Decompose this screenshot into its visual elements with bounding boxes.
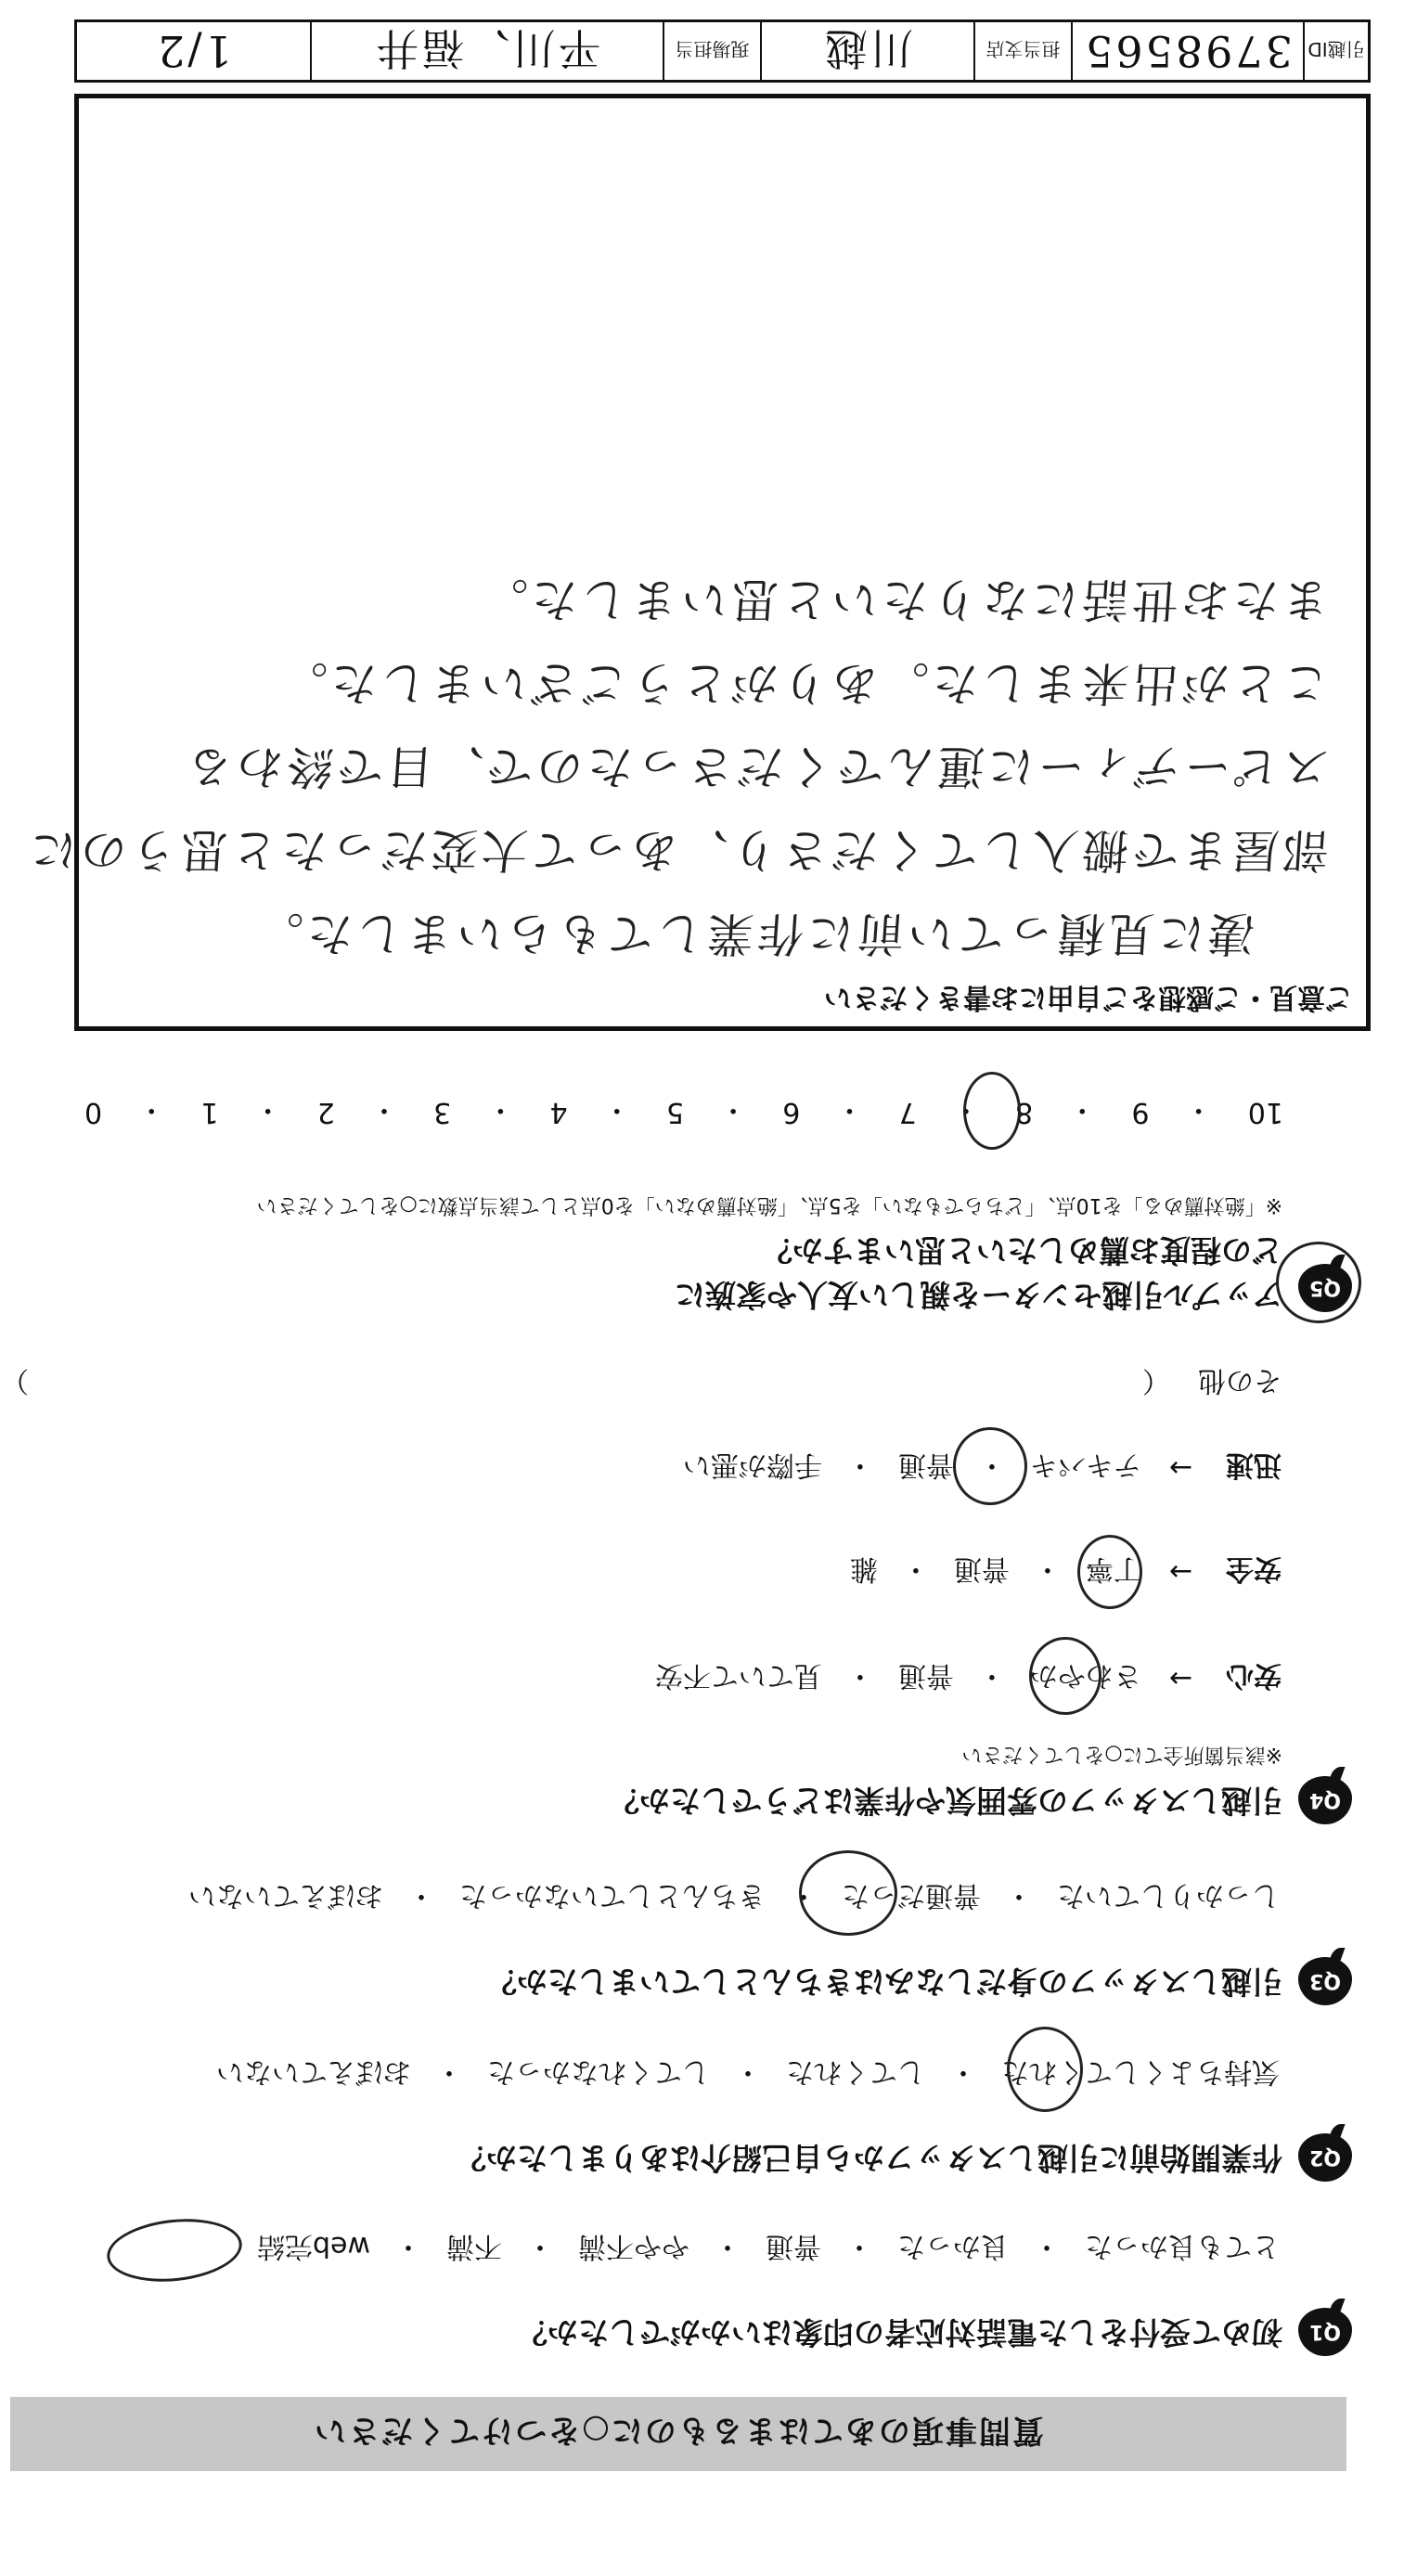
- q4-badge: Q4: [1298, 1776, 1352, 1824]
- q5-scale: 10 ・ 9 ・ 8 ・ 7 ・ 6 ・ 5 ・ 4 ・ 3 ・ 2 ・ 1 ・ 0: [81, 1092, 1287, 1133]
- q4-option-selected[interactable]: さわやか: [1029, 1659, 1141, 1692]
- scale-option[interactable]: 0: [84, 1096, 103, 1129]
- q5-note: ※「絶対薦める」を10点、「どちらでもない」を5点、「絶対薦めない」を0点として該当点数に○をしてください: [256, 1193, 1282, 1217]
- q4-row-anshin: 安心 → さわやか ・ 普通 ・ 見ていて不安: [651, 1658, 1282, 1699]
- q3-option[interactable]: きちんとしていなかった: [459, 1879, 766, 1912]
- comment-line: 凄に見積ってい前に作業してもらいました。: [251, 907, 1257, 960]
- q5-text-line1: アップル引越センターを親しい友人や家族に: [674, 1277, 1282, 1313]
- q4-option[interactable]: 普通: [897, 1449, 954, 1481]
- q4-option-selected[interactable]: テキパキ: [1029, 1449, 1141, 1481]
- arrow-icon: →: [1168, 1451, 1192, 1485]
- q1-options: とても良かった ・ 良かった ・ 普通 ・ やや不満 ・ 不満 ・ web完結: [253, 2229, 1283, 2270]
- id-value: 3798565: [1071, 22, 1303, 80]
- info-table: [74, 19, 1371, 83]
- scale-option[interactable]: 9: [1131, 1096, 1150, 1129]
- q4-note: ※該当箇所全てに○をしてください: [961, 1743, 1282, 1766]
- q5-text-line2: どの程度お薦めしたいと思いますか？: [762, 1232, 1282, 1269]
- q1-option[interactable]: とても良かった: [1085, 2230, 1280, 2262]
- q2-badge: Q2: [1298, 2133, 1352, 2182]
- arrow-icon: →: [1168, 1662, 1192, 1695]
- q1-option-selected[interactable]: web完結: [256, 2230, 370, 2262]
- q3-options: しっかりしていた ・ 普通だった ・ きちんとしていなかった ・ おぼえていない: [185, 1878, 1283, 1919]
- comment-line: スピーディーに運んでくださったので、目で終わる: [181, 740, 1332, 793]
- q3-option-selected[interactable]: 普通だった: [842, 1879, 981, 1912]
- leader-label: 現場担当: [663, 22, 760, 80]
- scale-option[interactable]: 10: [1247, 1096, 1283, 1129]
- q4-row-jinsoku: 迅速 → テキパキ ・ 普通 ・ 手際が悪い: [679, 1448, 1282, 1488]
- comment-heading: ご意見・ご感想をご自由にお書きください: [824, 981, 1353, 1013]
- q1-selection-circle: [104, 2213, 245, 2288]
- q2-text: 作業開始前に引越しスタッフから自己紹介はありましたか？: [456, 2140, 1282, 2176]
- q1-option[interactable]: やや不満: [578, 2230, 689, 2262]
- q4-other-label: その他: [1198, 1364, 1282, 1397]
- scale-option[interactable]: 5: [665, 1096, 685, 1129]
- comment-box[interactable]: [24, 94, 1371, 1031]
- q3-option[interactable]: しっかりしていた: [1057, 1879, 1280, 1912]
- q4-other-row: その他 （ ）: [1, 1363, 1282, 1404]
- scale-option[interactable]: 1: [200, 1096, 219, 1129]
- q4-option[interactable]: 見ていて不安: [654, 1659, 822, 1692]
- q1-option[interactable]: 良かった: [897, 2230, 1009, 2262]
- q3-badge: Q3: [1298, 1957, 1352, 2005]
- q4-row-label: 安心: [1226, 1659, 1282, 1692]
- q3-option[interactable]: おぼえていない: [188, 1879, 383, 1912]
- q2-option[interactable]: おぼえていない: [216, 2055, 411, 2088]
- q2-options: 気持ちよくしてくれた ・ してくれた ・ してくれなかった ・ おぼえていない: [213, 2054, 1283, 2095]
- q2-option[interactable]: してくれなかった: [487, 2055, 710, 2088]
- q4-option-selected[interactable]: 丁寧: [1085, 1552, 1141, 1585]
- banner-text: 質問事項のあてはまるものに○をつけてください: [313, 2412, 1044, 2450]
- q4-row-label: 迅速: [1226, 1449, 1282, 1481]
- scale-option-selected[interactable]: 8: [1015, 1096, 1034, 1129]
- comment-line: またお世話になりたいと思いました。: [475, 573, 1332, 626]
- scale-option[interactable]: 3: [433, 1096, 452, 1129]
- page-number: 1/2: [154, 26, 233, 76]
- q1-option[interactable]: 不満: [446, 2230, 502, 2262]
- q4-row-anzen: 安全 → 丁寧 ・ 普通 ・ 雑: [846, 1552, 1282, 1592]
- branch-value: 川越: [760, 22, 973, 80]
- q4-option[interactable]: 普通: [953, 1552, 1010, 1585]
- comment-line: ことが出来ました。ありがとうございました。: [275, 656, 1332, 710]
- arrow-icon: →: [1168, 1555, 1192, 1589]
- q3-text: 引越しスタッフの身だしなみはきちんとしていましたか？: [486, 1964, 1282, 2000]
- q2-option-selected[interactable]: してくれた: [786, 2055, 925, 2088]
- q1-badge: Q1: [1298, 2308, 1352, 2356]
- q5-badge: Q5: [1298, 1264, 1352, 1312]
- q4-option[interactable]: 普通: [897, 1659, 954, 1692]
- q4-option[interactable]: 手際が悪い: [682, 1449, 822, 1481]
- id-label: 引越ID: [1303, 22, 1368, 80]
- scale-option[interactable]: 2: [316, 1096, 335, 1129]
- scale-option[interactable]: 7: [898, 1096, 917, 1129]
- scale-option[interactable]: 6: [782, 1096, 801, 1129]
- q4-text: 引越しスタッフの雰囲気や作業はどうでしたか？: [609, 1783, 1282, 1819]
- scale-option[interactable]: 4: [549, 1096, 568, 1129]
- q4-row-label: 安全: [1226, 1552, 1282, 1585]
- q4-option[interactable]: 雑: [849, 1552, 878, 1585]
- instructions-banner: [10, 2397, 1346, 2471]
- q2-option[interactable]: 気持ちよくしてくれた: [1001, 2055, 1280, 2088]
- q1-text: 初めて受付をした電話対応者の印象はいかがでしたか？: [517, 2314, 1282, 2351]
- comment-line: 部屋まで搬入してくださり、あって大変だったと思うのに: [24, 823, 1332, 877]
- leader-value: 平川、福井: [310, 22, 663, 80]
- q1-option[interactable]: 普通: [766, 2230, 821, 2262]
- branch-label: 担当支店: [973, 22, 1071, 80]
